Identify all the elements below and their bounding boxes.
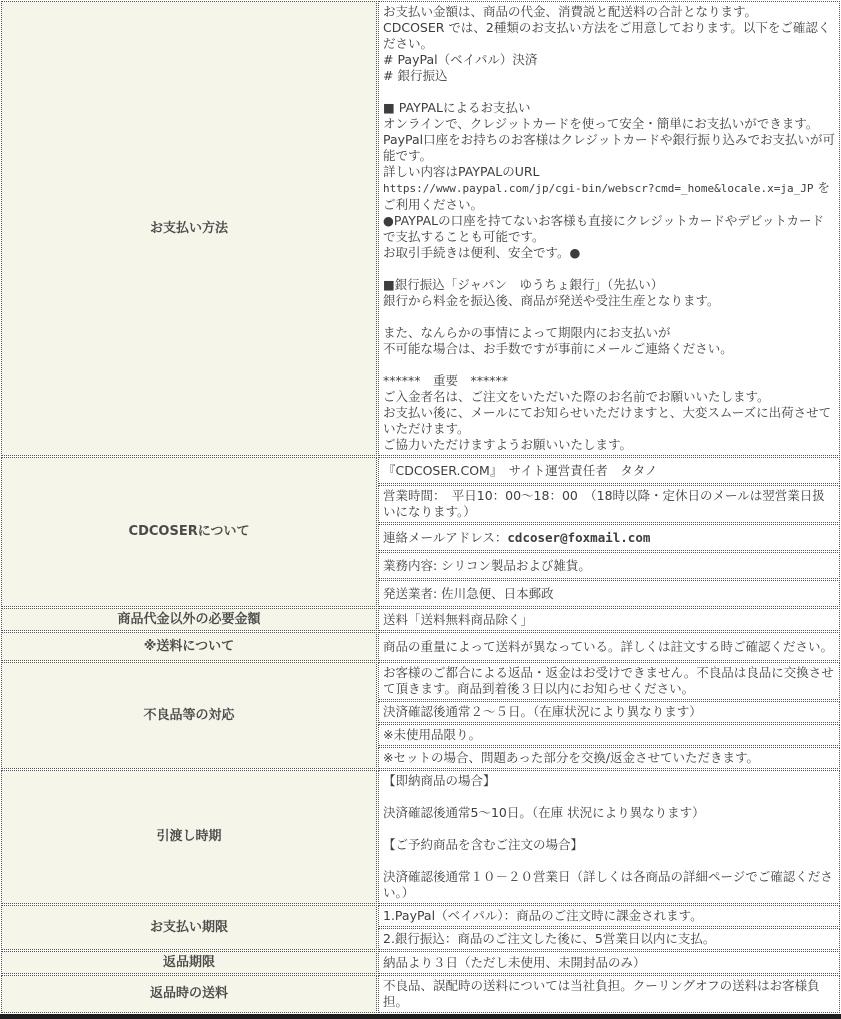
cell-content [383,773,835,901]
text-line: 不可能な場合は、お手数ですが事前にメールご連絡ください。 [383,341,733,356]
text-line: # 銀行振込 [383,68,448,83]
cell-content [383,4,835,453]
text-line: お支払い後に、メールにてお知らせいただけますと、大変スムーズに出荷させていただけます。 [383,405,832,436]
row-shipping-note-0 [1,632,840,661]
cell-about-0 [378,457,840,484]
text-line: 決済確認後通常１０－２０営業日（詳しくは各商品の詳細ページでご確認ください。） [383,869,833,900]
row-payment-method-0 [1,1,840,456]
text-line: ●PAYPALの口座を持てないお客様も直接にクレジットカードやデビットカードで支払することも可能です。 [383,213,825,244]
row-header-defective: 不良品等の対応 [1,662,377,769]
cell-content [383,611,835,628]
text-line: 銀行から料金を振込後、商品が発送や受注生産となります。 [383,293,720,308]
text-line: ****** 重要 ****** [383,373,509,388]
row-payment-deadline-0 [1,905,840,927]
contact-email-label: 連絡メールアドレス： [383,529,508,545]
row-header-return-deadline: 返品期限 [1,951,377,974]
cell-content [383,954,835,971]
text-line: 商品の重量によって送料が異なっている。詳しくは註文する時ご確認ください。 [383,638,834,654]
row-header-shipping-note: ※送料について [1,632,377,661]
text-line [383,853,835,869]
text-line [383,261,835,277]
text-line: ※セットの場合、問題あった部分を交換/返金させていただきます。 [383,750,760,765]
text-line: 発送業者: 佐川急便、日本郵政 [383,585,554,601]
cell-defective-1 [378,701,840,723]
text-line: お取引手続きは便利、安全です。● [383,245,581,260]
row-return-deadline-0 [1,951,840,974]
row-header-extra-fees: 商品代金以外の必要金額 [1,608,377,631]
text-line [383,530,650,546]
cell-payment-deadline-1 [378,928,840,950]
text-line: ■銀行振込「ジャパン ゆうちょ銀行」（先払い） [383,277,664,292]
row-defective-0 [1,662,840,700]
cell-shipping-note-0 [378,632,840,661]
cell-content [383,665,835,697]
text-line [383,84,835,100]
text-line: 送料「送料無料商品除く」 [383,611,534,627]
cell-content [383,488,835,520]
text-line: 決済確認後通常5～10日。（在庫 状況により異なります） [383,805,705,820]
text-line: ご入金者名は、ご注文をいただいた際のお名前でお願いいたします。 [383,389,770,404]
text-line: 営業時間： 平日10：00～18：00 （18時以降・定休日のメールは翌営業日扱いになります。） [383,488,825,519]
cell-defective-0 [378,662,840,700]
cell-about-3 [378,552,840,579]
text-line [383,789,835,805]
shop-info-table-body [1,1,840,1013]
text-segment: をご利用ください。 [383,180,830,212]
text-line: 納品より３日（ただし未使用、未開封品のみ） [383,954,646,970]
cell-content [383,704,835,720]
text-line: 【即納商品の場合】 [383,773,496,788]
text-line [383,309,835,325]
cell-delivery-time-0 [378,770,840,904]
contact-email: cdcoser@foxmail.com [507,529,651,545]
text-line: CDCOSER では、2種類のお支払い方法をご用意しております。以下をご確認ください。 [383,20,831,51]
cell-extra-fees-0 [378,608,840,631]
cell-content [383,527,835,548]
cell-content [383,727,835,743]
cell-about-2 [378,524,840,551]
footer-bar [0,1014,841,1019]
cell-about-4 [378,580,840,607]
cell-content [383,931,835,947]
text-line: 不良品、誤配時の送料については当社負担。クーリングオフの送料はお客様負担。 [383,978,820,1009]
cell-content [383,978,835,1010]
text-line: ■ PAYPALによるお支払い [383,100,531,115]
cell-about-1 [378,485,840,523]
cell-content [383,635,835,658]
cell-content [383,750,835,766]
text-line: # PayPal（ベイパル）決済 [383,52,538,67]
cell-defective-3 [378,747,840,769]
row-header-about: CDCOSERについて [1,457,377,607]
row-return-shipping-0 [1,975,840,1013]
text-line: PayPal口座をお持ちのお客様はクレジットカードや銀行振り込みでお支払いが可能です。 [383,132,835,163]
row-delivery-time-0 [1,770,840,904]
cell-content [383,460,835,481]
row-extra-fees-0 [1,608,840,631]
text-line: 詳しい内容はPAYPALのURL [383,164,540,179]
row-header-delivery-time: 引渡し時期 [1,770,377,904]
text-line [383,180,835,213]
text-line: 1.PayPal（ベイパル）：商品のご注文時に課金されます。 [383,908,703,923]
text-line: 業務内容: シリコン製品および雑貨。 [383,557,591,573]
paypal-url: https://www.paypal.com/jp/cgi-bin/webscr?cmd=_home&locale.x=ja_JP [383,182,814,195]
row-about-0 [1,457,840,484]
text-line: お客様のご都合による返品・返金はお受けできません。不良品は良品に交換させて頂きます。商品到着後３日以内にお知らせください。 [383,665,834,696]
row-header-payment-method: お支払い方法 [1,1,377,456]
cell-return-deadline-0 [378,951,840,974]
row-header-payment-deadline: お支払い期限 [1,905,377,950]
cell-defective-2 [378,724,840,746]
text-line: 2.銀行振込：商品のご注文した後に、5営業日以内に支払。 [383,931,716,946]
text-line: オンラインで、クレジットカードを使って安全・簡単にお支払いができます。 [383,116,819,131]
cell-return-shipping-0 [378,975,840,1013]
row-header-return-shipping: 返品時の送料 [1,975,377,1013]
text-line: 『CDCOSER.COM』 サイト運営責任者 タタノ [383,462,658,478]
cell-content [383,908,835,924]
cell-payment-method-0 [378,1,840,456]
text-line: また、なんらかの事情によって期限内にお支払いが [383,325,671,340]
text-line: 【ご予約商品を含むご注文の場合】 [383,837,584,852]
text-line: ご協力いただけますようお願いいたします。 [383,437,633,452]
text-line [383,821,835,837]
text-line: ※未使用品限り。 [383,727,481,742]
cell-content [383,583,835,604]
text-line: 決済確認後通常２～５日。（在庫状況により異なります） [383,704,702,719]
text-line: お支払い金額は、商品の代金、消費説と配送料の合計となります。 [383,4,758,19]
cell-payment-deadline-0 [378,905,840,927]
cell-content [383,555,835,576]
text-line [383,357,835,373]
